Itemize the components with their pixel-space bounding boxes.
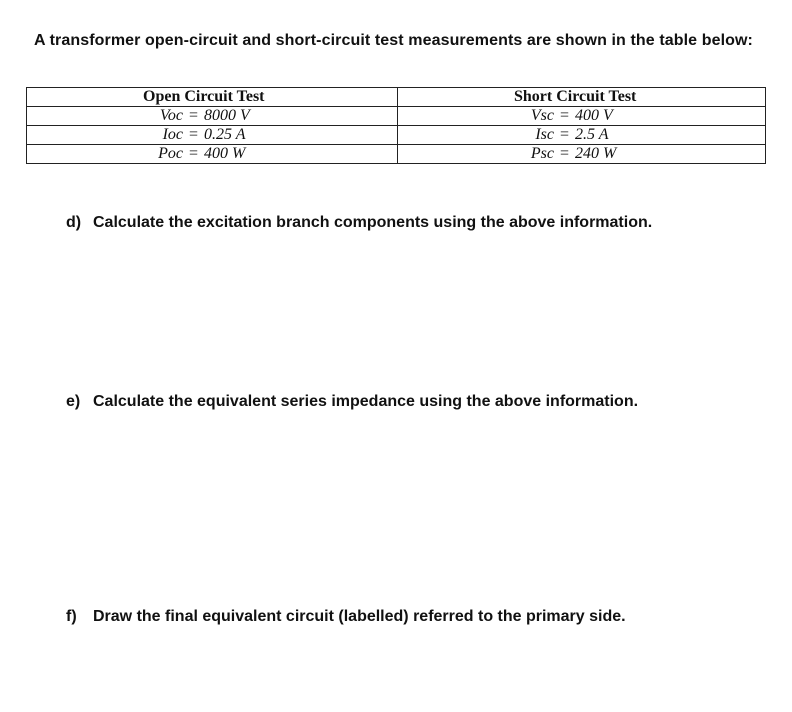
poc-cell	[27, 145, 398, 164]
ioc-value: 0.25 A	[204, 126, 246, 143]
question-d-text: Calculate the excitation branch components using the above information.	[93, 214, 653, 231]
voc-symbol: Voc	[159, 107, 183, 124]
test-measurements-table	[26, 87, 766, 164]
ioc-symbol: Ioc	[162, 126, 183, 143]
question-f-text: Draw the final equivalent circuit (labelled) referred to the primary side.	[93, 608, 626, 625]
intro-text: A transformer open-circuit and short-circuit test measurements are shown in the table below:	[34, 32, 753, 49]
vsc-value: 400 V	[575, 107, 613, 124]
voc-value: 8000 V	[204, 107, 250, 124]
poc-value: 400 W	[204, 145, 246, 162]
question-e	[66, 392, 638, 412]
open-circuit-header-label: Open Circuit Test	[143, 88, 265, 105]
question-d-label: d)	[66, 214, 82, 231]
poc-symbol: Poc	[158, 145, 183, 162]
table-row	[27, 126, 766, 145]
question-e-label: e)	[66, 393, 81, 410]
open-circuit-header	[27, 88, 398, 107]
isc-value: 2.5 A	[575, 126, 609, 143]
voc-equals: =	[189, 107, 199, 124]
ioc-equals: =	[189, 126, 199, 143]
voc-cell	[27, 107, 398, 126]
short-circuit-header	[398, 88, 766, 107]
isc-cell	[398, 126, 766, 145]
vsc-cell	[398, 107, 766, 126]
question-f-label: f)	[66, 608, 77, 625]
poc-equals: =	[189, 145, 199, 162]
psc-equals: =	[560, 145, 570, 162]
question-d	[66, 213, 652, 233]
psc-symbol: Psc	[530, 145, 554, 162]
psc-cell	[398, 145, 766, 164]
vsc-equals: =	[560, 107, 570, 124]
question-e-text: Calculate the equivalent series impedance using the above information.	[93, 393, 639, 410]
isc-symbol: Isc	[535, 126, 554, 143]
table-row	[27, 107, 766, 126]
table-header-row	[27, 88, 766, 107]
table-row	[27, 145, 766, 164]
question-f	[66, 607, 626, 627]
vsc-symbol: Vsc	[530, 107, 554, 124]
ioc-cell	[27, 126, 398, 145]
psc-value: 240 W	[575, 145, 617, 162]
short-circuit-header-label: Short Circuit Test	[514, 88, 637, 105]
isc-equals: =	[560, 126, 570, 143]
